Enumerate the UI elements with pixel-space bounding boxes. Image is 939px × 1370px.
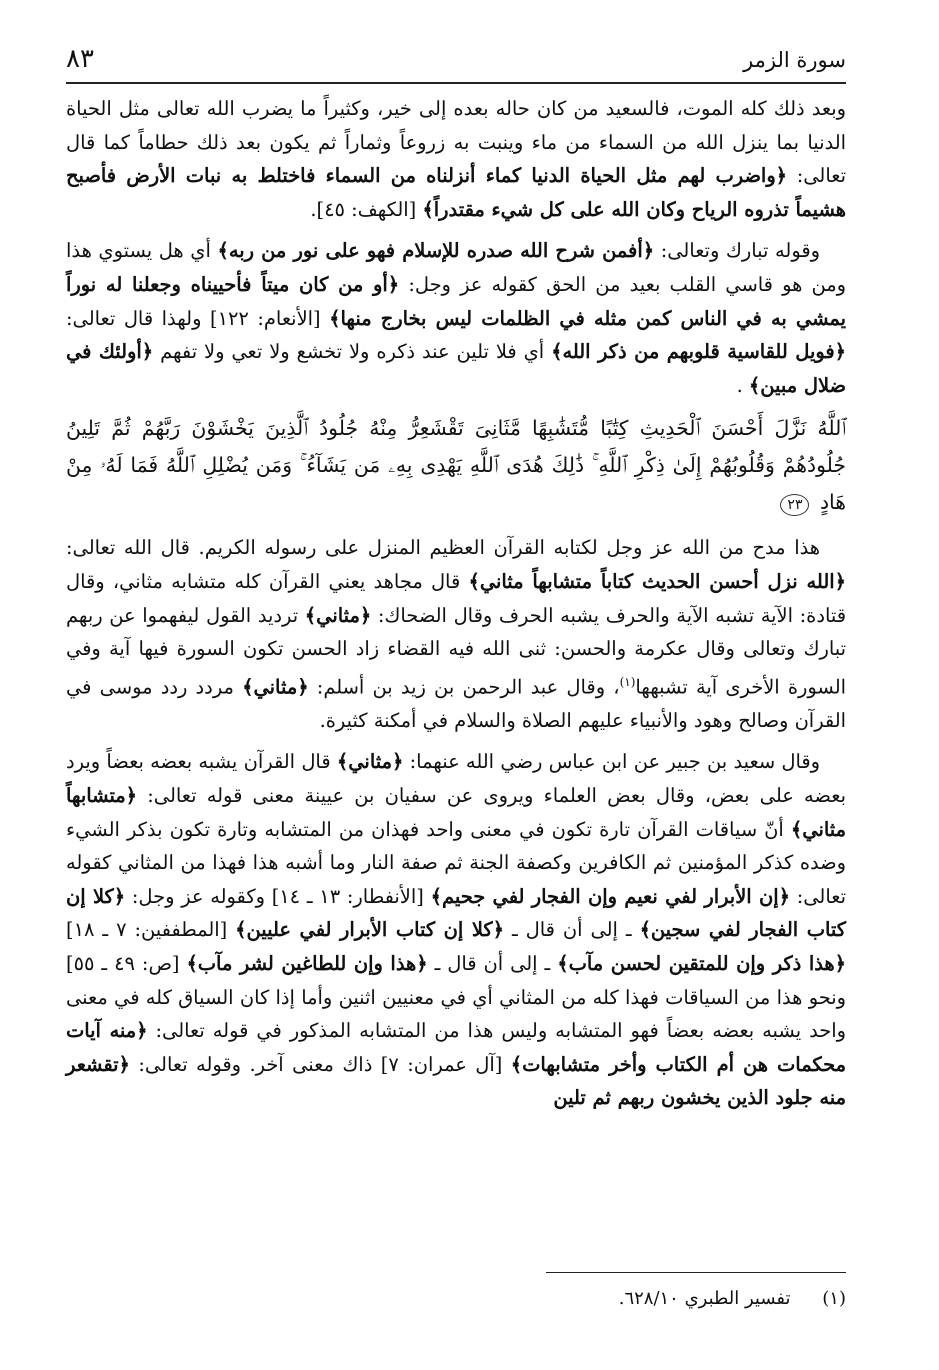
quote-segment: ﴿كلا إن كتاب الأبرار لفي عليين﴾ <box>235 918 504 942</box>
text-segment: وبعد ذلك كله الموت، فالسعيد من كان حاله بعده إلى خير، وكثيراً ما يضرب الله تعالى مثل الحياة الدنيا بما ينزل الله من السماء من ماء وينبت به زروعاً وثماراً ثم يكون بعد ذلك حطاماً كما قال تعالى: <box>66 97 846 188</box>
quote-segment: ﴿منه آيات محكمات هن أم الكتاب وأخر متشابهات﴾ <box>66 1019 847 1076</box>
text-segment: مردد ردد موسى في القرآن وصالح وهود والأنبياء عليهم الصلاة والسلام في أمكنة كثيرة. <box>66 675 846 732</box>
book-page <box>66 40 846 1340</box>
paragraph-1 <box>66 92 846 226</box>
text-segment: وقوله تبارك وتعالى: <box>654 239 820 263</box>
text-segment: . <box>736 373 749 397</box>
page-header <box>66 40 846 80</box>
footnote-text: تفسير الطبري ٦٢٨/١٠. <box>618 1288 791 1309</box>
quote-segment: ﴿الله نزل أحسن الحديث كتاباً متشابهاً مثاني﴾ <box>468 569 846 593</box>
quote-segment: ﴿أو من كان ميتاً فأحييناه وجعلنا له نوراً يمشي به في الناس كمن مثله في الظلمات ليس بخارج منها﴾ <box>66 272 846 330</box>
text-segment: [ص: ٤٩ ـ ٥٥] ونحو هذا من السياقات فهذا كله من المثاني أي في معنيين اثنين وأما إذا كان السياق كله في معنى واحد يشبه بعضه بعضاً فهو المتشابه وليس هذا من المتشابه المذكور في قوله تعالى: <box>66 951 846 1043</box>
header-rule <box>66 82 846 84</box>
quote-segment: ﴿أولئك في ضلال مبين﴾ <box>66 340 846 397</box>
text-segment: وقال سعيد بن جبير عن ابن عباس رضي الله عنهما: <box>403 750 821 774</box>
text-segment: قال مجاهد يعني القرآن كله متشابه مثاني، وقال قتادة: الآية تشبه الآية والحرف يشبه الحرف وقال الضحاك: <box>66 569 847 627</box>
footnote-number: (١) <box>822 1288 846 1309</box>
quote-segment: ﴿هذا ذكر وإن للمتقين لحسن مآب﴾ <box>557 951 846 975</box>
footnote <box>619 1288 846 1309</box>
page-number: ٨٣ <box>66 44 94 74</box>
text-segment: هذا مدح من الله عز وجل لكتابه القرآن العظيم المنزل على رسوله الكريم. قال الله تعالى: <box>66 536 820 560</box>
text-segment: ترديد القول ليفهموا عن ربهم تبارك وتعالى وقال عكرمة والحسن: ثنى الله فيه القضاء زاد الحسن تكون السورة فيها آية وفي السورة الأخرى آية تشبهها <box>66 603 847 699</box>
page-body <box>66 92 846 1123</box>
text-segment: قال القرآن يشبه بعضه بعضاً ويرد بعضه على بعض، وقال بعض العلماء ويروى عن سفيان بن عيينة معنى قوله تعالى: <box>66 750 846 807</box>
quote-segment: ﴿تقشعر منه جلود الذين يخشون ربهم ثم تلين <box>66 1052 846 1110</box>
quran-verse-block <box>66 410 846 521</box>
text-segment: أي فلا تلين عند ذكره ولا تخشع ولا تعي ولا تفهم <box>153 340 552 364</box>
text-segment: [الأنفطار: ١٣ ـ ١٤] وكقوله عز وجل: <box>125 884 431 908</box>
surah-title: سورة الزمر <box>743 48 846 72</box>
quote-segment: ﴿مثاني﴾ <box>336 750 404 774</box>
text-segment: أنّ سياقات القرآن تارة تكون في معنى واحد فهذان من المتشابه وتارة تكون بذكر الشيء وضده كذكر المؤمنين ثم الكافرين وكصفة الجنة ثم صفة النار وما أشبه هذا فهذا من المثاني كقوله تعالى: <box>66 817 846 908</box>
quote-segment: ﴿واضرب لهم مثل الحياة الدنيا كماء أنزلناه من السماء فاختلط به نبات الأرض فأصبح هشيماً تذروه الرياح وكان الله على كل شيء مقتدراً﴾ <box>66 164 846 221</box>
text-segment: [المطففين: ٧ ـ ١٨] <box>66 918 236 942</box>
text-segment: أي هل يستوي هذا ومن هو قاسي القلب بعيد من الحق كقوله عز وجل: <box>66 239 847 296</box>
footnote-rule <box>546 1272 846 1273</box>
verse-text: ٱللَّهُ نَزَّلَ أَحْسَنَ ٱلْحَدِيثِ كِتَٰبًا مُّتَشَٰبِهًا مَّثَانِىَ تَقْشَعِرُّ مِنْهُ جُلُودُ ٱلَّذِينَ يَخْشَوْنَ رَبَّهُمْ ثُمَّ تَلِينُ جُلُودُهُمْ وَقُلُوبُهُمْ إِلَىٰ ذِكْرِ ٱللَّهِ ۚ ذَٰلِكَ هُدَى ٱللَّهِ يَهْدِى بِهِۦ مَن يَشَآءُ ۚ وَمَن يُضْلِلِ ٱللَّهُ فَمَا لَهُۥ مِنْ هَادٍ <box>66 416 846 515</box>
paragraph-3 <box>66 531 846 737</box>
text-segment: [آل عمران: ٧] ذاك معنى آخر. وقوله تعالى: <box>129 1052 511 1076</box>
text-segment: ـ إلى أن قال ـ <box>504 918 640 942</box>
quote-segment: ﴿إن الأبرار لفي نعيم وإن الفجار لفي جحيم﴾ <box>430 884 790 908</box>
text-segment: [الكهف: ٤٥]. <box>310 197 423 221</box>
quote-segment: ﴿مثاني﴾ <box>242 675 309 699</box>
quote-segment: ﴿أفمن شرح الله صدره للإسلام فهو على نور من ربه﴾ <box>217 239 655 263</box>
quote-segment: ﴿متشابهاً مثاني﴾ <box>66 783 846 841</box>
ayah-number-marker: ٢٣ <box>780 494 809 516</box>
quote-segment: ﴿هذا وإن للطاغين لشر مآب﴾ <box>186 951 428 975</box>
text-segment: ، وقال عبد الرحمن بن زيد بن أسلم: <box>308 675 620 699</box>
paragraph-4 <box>66 745 846 1115</box>
paragraph-2 <box>66 234 846 402</box>
quote-segment: ﴿كلا إن كتاب الفجار لفي سجين﴾ <box>66 884 846 942</box>
quote-segment: ﴿مثاني﴾ <box>304 603 372 627</box>
quote-segment: ﴿فويل للقاسية قلوبهم من ذكر الله﴾ <box>551 340 846 364</box>
footnote-ref: (١) <box>619 674 636 689</box>
text-segment: ـ إلى أن قال ـ <box>427 951 558 975</box>
text-segment: [الأنعام: ١٢٢] ولهذا قال تعالى: <box>66 306 330 330</box>
